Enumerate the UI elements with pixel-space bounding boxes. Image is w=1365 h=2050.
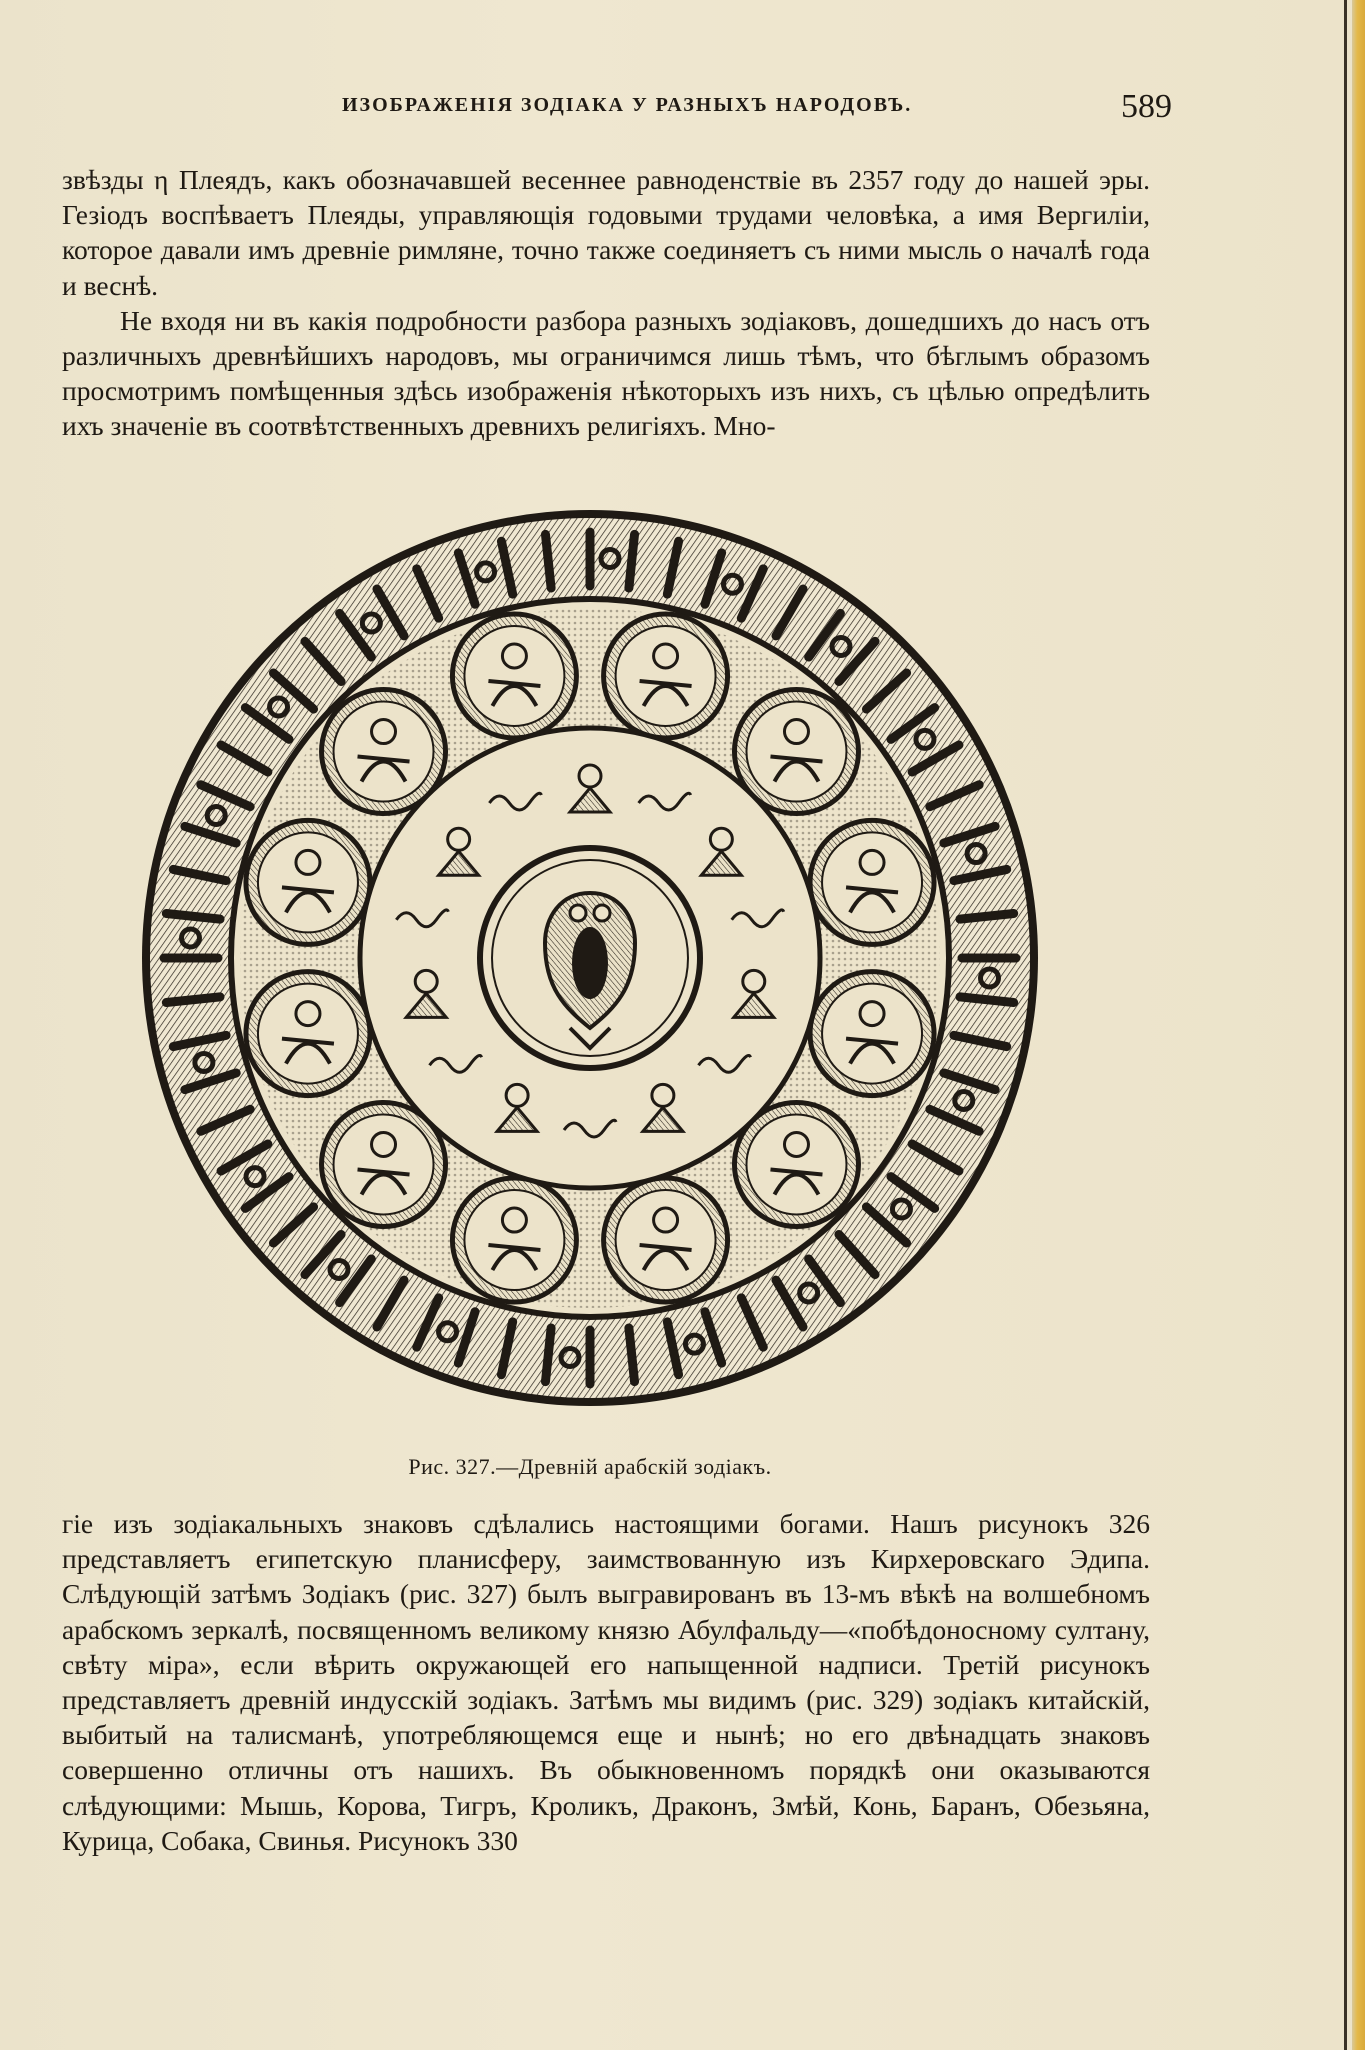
paragraph: Не входя ни въ какія подробности разбора разныхъ зодіаковъ, дошедшихъ до насъ отъ различныхъ древнѣйшихъ народовъ, мы ограничимся лишь тѣмъ, что бѣглымъ образомъ просмотримъ помѣщенныя здѣсь изображенія нѣкоторыхъ изъ нихъ, съ цѣлью опредѣлить ихъ значеніе въ соотвѣтственныхъ древнихъ религіяхъ. Мно-	[62, 304, 1150, 442]
inscription-stroke	[960, 913, 1014, 919]
page-number: 589	[1121, 88, 1172, 125]
figure-caption: Рис. 327.—Древній арабскій зодіакъ.	[408, 1454, 772, 1479]
top-text-block	[62, 162, 1150, 444]
page-header	[62, 88, 1172, 128]
zodiac-medallion	[246, 820, 370, 944]
zodiac-medallion	[452, 614, 576, 738]
inscription-stroke	[545, 1328, 551, 1382]
inscription-stroke	[166, 997, 220, 1003]
page-gutter-line	[1344, 0, 1347, 2050]
zodiac-medallion	[604, 1178, 728, 1302]
zodiac-medallion	[604, 614, 728, 738]
arabic-zodiac-engraving	[140, 488, 1040, 1428]
inscription-stroke	[629, 534, 635, 588]
zodiac-medallion	[810, 820, 934, 944]
paragraph: звѣзды η Плеядъ, какъ обозначавшей весеннее равноденствіе въ 2357 году до нашей эры. Гезіодъ воспѣваетъ Плеяды, управляющія годовыми трудами человѣка, а имя Вергиліи, которое давали имъ древніе римляне, точно также соединяетъ съ ними мысль о началѣ года и веснѣ.	[62, 164, 1150, 301]
running-title: ИЗОБРАЖЕНІЯ ЗОДІАКА У РАЗНЫХЪ НАРОДОВЪ.	[342, 94, 913, 116]
zodiac-medallion	[452, 1178, 576, 1302]
zodiac-medallion	[810, 972, 934, 1096]
zodiac-medallion	[246, 972, 370, 1096]
inscription-stroke	[166, 913, 220, 919]
page-edge	[1352, 0, 1365, 2050]
inscription-stroke	[960, 997, 1014, 1003]
paragraph: гіе изъ зодіакальныхъ знаковъ сдѣлались настоящими богами. Нашъ рисунокъ 326 представляетъ египетскую планисферу, заимствованную изъ Кирхеровскаго Эдипа. Слѣдующій затѣмъ Зодіакъ (рис. 327) былъ выгравированъ въ 13-мъ вѣкѣ на волшебномъ арабскомъ зеркалѣ, посвященномъ великому князю Абулфальду—«побѣдоносному султану, свѣту міра», если вѣрить окружающей его напыщенной надписи. Третій рисунокъ представляетъ древній индусскій зодіакъ. Затѣмъ мы видимъ (рис. 329) зодіакъ китайскій, выбитый на талисманѣ, употребляющемся еще и нынѣ; но его двѣнадцать знаковъ совершенно отличны отъ нашихъ. Въ обыкновенномъ порядкѣ они оказываются слѣдующими: Мышь, Корова, Тигръ, Кроликъ, Драконъ, Змѣй, Конь, Баранъ, Обезьяна, Курица, Собака, Свинья. Рисунокъ 330	[62, 1508, 1150, 1856]
inscription-stroke	[629, 1328, 635, 1382]
bottom-text-block	[62, 1506, 1150, 1858]
inscription-stroke	[545, 534, 551, 588]
